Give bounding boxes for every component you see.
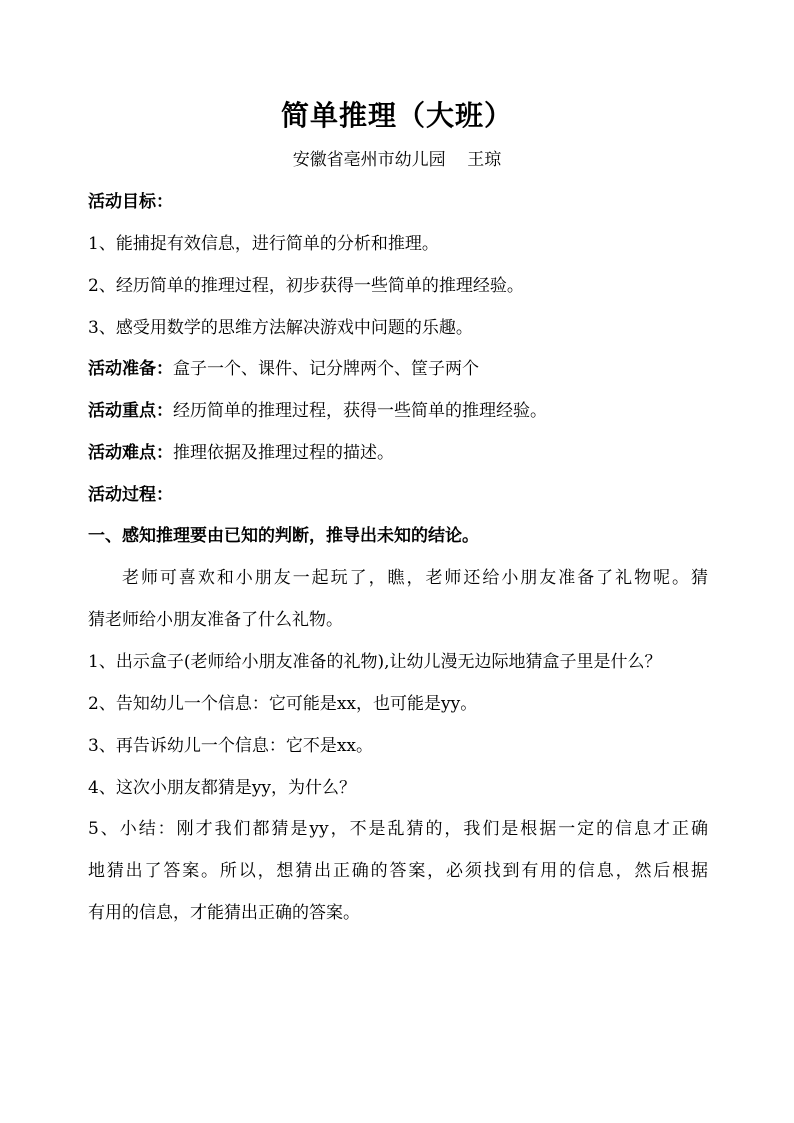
intro-line-1: 老师可喜欢和小朋友一起玩了，瞧，老师还给小朋友准备了礼物呢。猜	[122, 568, 708, 588]
step-1: 1、出示盒子(老师给小朋友准备的礼物),让幼儿漫无边际地猜盒子里是什么？	[88, 652, 662, 672]
process-heading: 活动过程：	[88, 485, 173, 505]
goal-item-2: 2、经历简单的推理过程，初步获得一些简单的推理经验。	[88, 276, 524, 296]
key-point-line	[88, 399, 708, 423]
goals-heading: 活动目标：	[88, 192, 173, 212]
intro-line-2: 猜老师给小朋友准备了什么礼物。	[88, 610, 343, 630]
preparation-text: 盒子一个、课件、记分牌两个、筐子两个	[173, 359, 479, 379]
goal-item-3: 3、感受用数学的思维方法解决游戏中问题的乐趣。	[88, 318, 473, 338]
key-point-text: 经历简单的推理过程，获得一些简单的推理经验。	[173, 401, 547, 421]
key-point-label: 活动重点：	[88, 401, 173, 421]
step-4: 4、这次小朋友都猜是yy，为什么？	[88, 778, 357, 798]
difficulty-label: 活动难点：	[88, 443, 173, 463]
goal-item-1: 1、能捕捉有效信息，进行简单的分析和推理。	[88, 234, 439, 254]
section1-title: 一、感知推理要由已知的判断，推导出未知的结论。	[88, 526, 479, 546]
summary-line-2: 地猜出了答案。所以，想猜出正确的答案，必须找到有用的信息，然后根据	[88, 861, 708, 881]
step-3: 3、再告诉幼儿一个信息：它不是xx。	[88, 736, 373, 756]
difficulty-text: 推理依据及推理过程的描述。	[173, 443, 394, 463]
page-title: 简单推理（大班）	[280, 99, 513, 132]
author-line: 安徽省亳州市幼儿园 王琼	[292, 150, 502, 170]
difficulty-line	[88, 441, 708, 465]
preparation-line	[88, 357, 708, 381]
summary-line-3: 有用的信息，才能猜出正确的答案。	[88, 903, 360, 923]
summary-line-1: 5、小结：刚才我们都猜是yy，不是乱猜的，我们是根据一定的信息才正确	[88, 819, 708, 839]
step-2: 2、告知幼儿一个信息：它可能是xx，也可能是yy。	[88, 694, 478, 714]
preparation-label: 活动准备：	[88, 359, 173, 379]
